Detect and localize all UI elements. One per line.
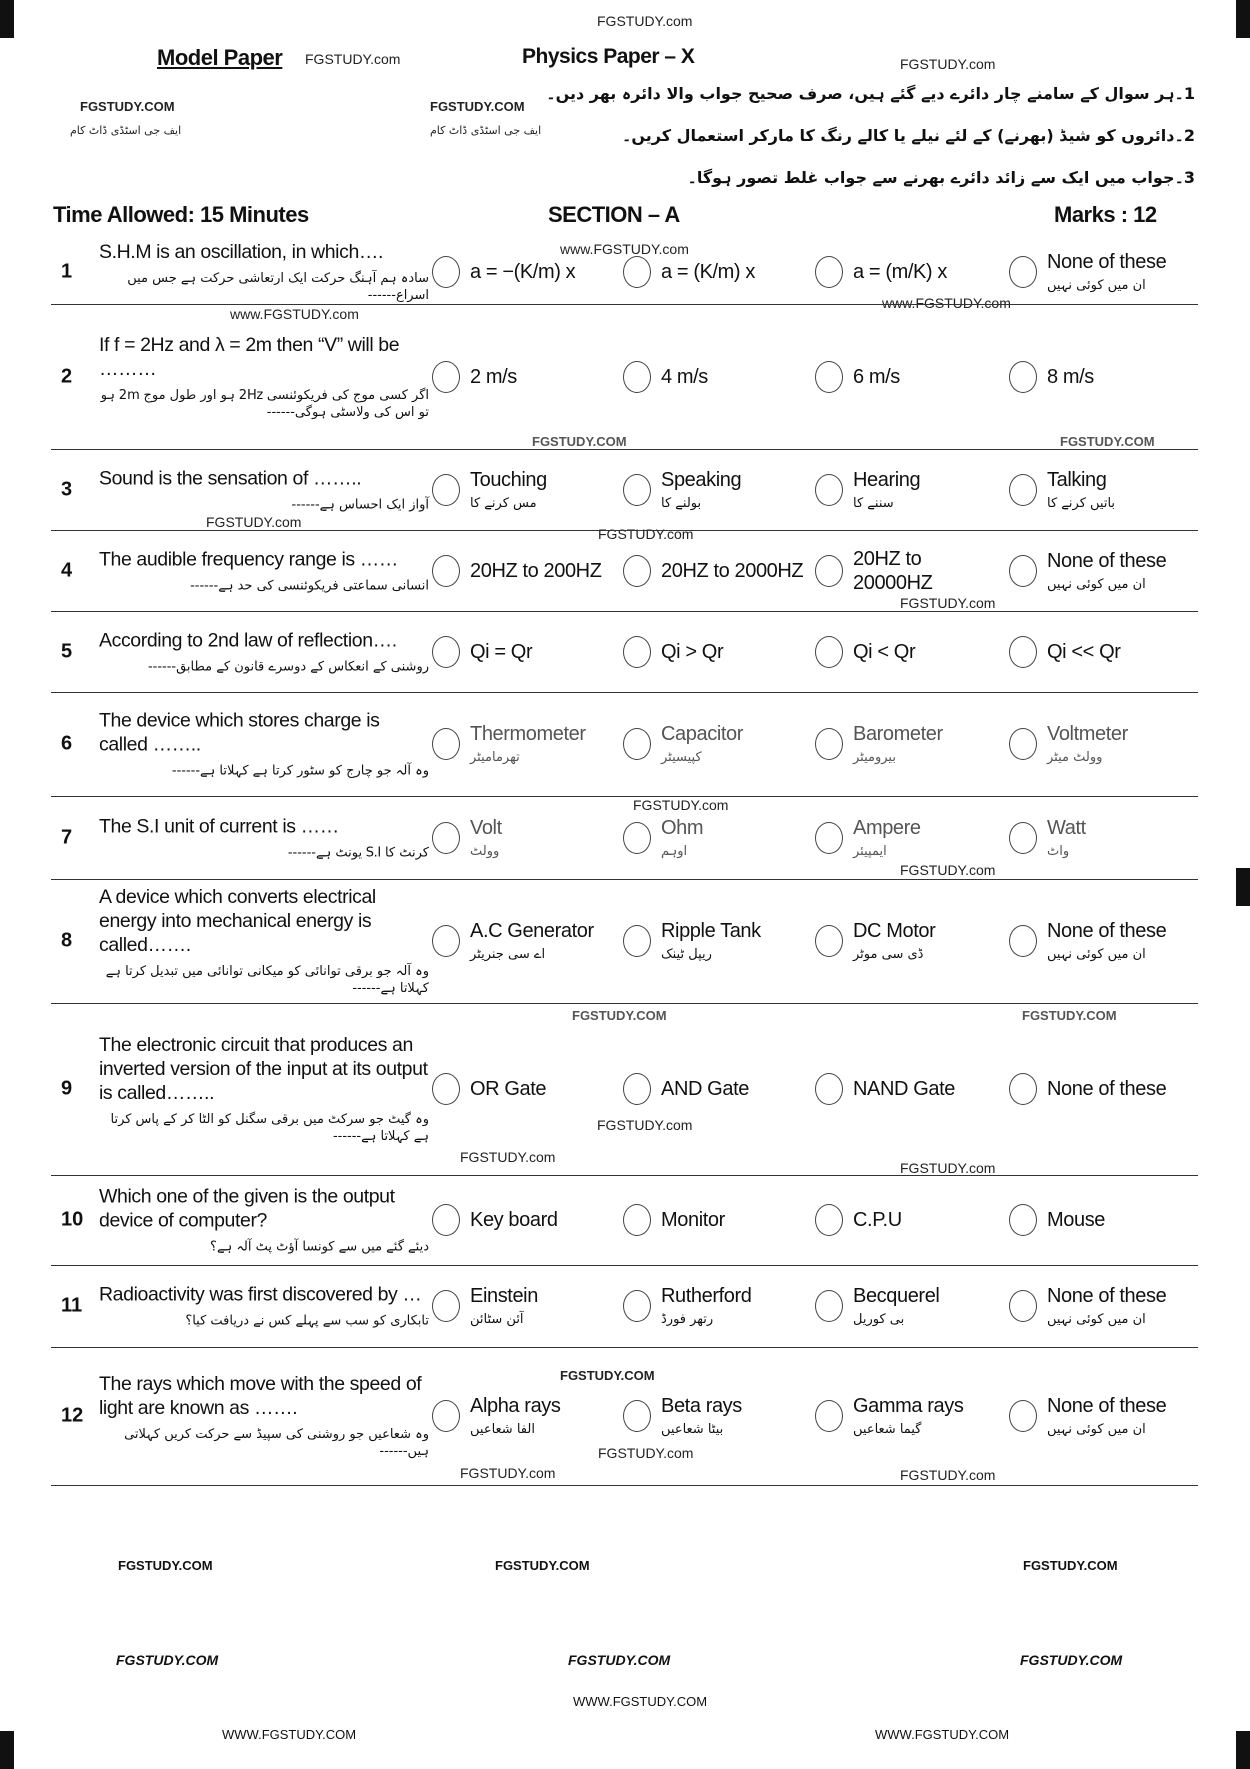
footer-watermark: FGSTUDY.COM — [495, 1558, 590, 1573]
answer-bubble[interactable] — [815, 1204, 843, 1236]
answer-bubble[interactable] — [623, 256, 651, 288]
question-row — [51, 1003, 1198, 1176]
answer-option[interactable] — [1009, 816, 1194, 860]
question-text-block — [99, 1185, 429, 1256]
option-text: Ampere — [853, 816, 921, 839]
question-urdu: سادہ ہم آہنگ حرکت ایک ارتعاشی حرکت ہے جس میں اسراع------ — [127, 271, 429, 303]
option-text: 20HZ to 200HZ — [470, 559, 602, 582]
option-urdu: اوہم — [661, 843, 688, 859]
answer-bubble[interactable] — [1009, 728, 1037, 760]
option-text: C.P.U — [853, 1209, 902, 1231]
option-text: Einstein — [470, 1285, 538, 1307]
option-urdu: رتھر فورڈ — [661, 1312, 714, 1327]
option-text: None of these — [1047, 549, 1167, 572]
option-urdu: ان میں کوئی نہیں — [1047, 947, 1146, 962]
question-number: 8 — [61, 929, 73, 952]
registration-mark — [0, 0, 14, 38]
watermark: www.FGSTUDY.com — [882, 295, 1011, 311]
option-text: 20HZ to 2000HZ — [661, 559, 804, 582]
option-text: Gamma rays — [853, 1395, 964, 1417]
answer-option[interactable] — [432, 468, 617, 512]
footer-watermark: FGSTUDY.COM — [118, 1558, 213, 1573]
question-text-block — [99, 709, 429, 780]
footer-watermark: FGSTUDY.COM — [568, 1652, 671, 1668]
option-text: 20HZ to 20000HZ — [853, 547, 933, 594]
answer-option[interactable] — [432, 361, 617, 393]
watermark: FGSTUDY.com — [598, 1445, 694, 1461]
option-urdu: بیٹا شعاعیں — [661, 1422, 724, 1437]
answer-bubble[interactable] — [1009, 1290, 1037, 1322]
time-allowed: Time Allowed: 15 Minutes — [53, 202, 309, 227]
watermark: FGSTUDY.com — [460, 1465, 556, 1481]
question-text: The S.I unit of current is …… — [99, 815, 339, 837]
answer-bubble[interactable] — [1009, 636, 1037, 668]
question-text: Radioactivity was first discovered by … — [99, 1283, 422, 1306]
option-text: 8 m/s — [1047, 365, 1094, 388]
answer-option[interactable] — [432, 722, 617, 766]
answer-option[interactable] — [623, 468, 808, 512]
watermark: FGSTUDY.com — [900, 56, 996, 72]
question-number: 4 — [61, 559, 73, 581]
option-text: AND Gate — [661, 1078, 749, 1100]
question-urdu: وہ آلہ جو چارج کو سٹور کرتا ہے کہلاتا ہے------ — [171, 763, 429, 779]
option-text: Ripple Tank — [661, 920, 761, 942]
footer-watermark: WWW.FGSTUDY.COM — [222, 1727, 357, 1742]
answer-bubble[interactable] — [623, 636, 651, 668]
registration-mark — [1236, 0, 1250, 38]
question-row — [51, 879, 1198, 1004]
answer-bubble[interactable] — [432, 555, 460, 587]
question-row — [51, 449, 1198, 531]
answer-bubble[interactable] — [623, 361, 651, 393]
answer-option[interactable] — [623, 919, 808, 963]
answer-option[interactable] — [623, 1204, 808, 1236]
question-text: The device which stores charge is called …….. — [99, 709, 380, 756]
watermark: FGSTUDY.COM — [430, 99, 525, 114]
question-row — [51, 1265, 1198, 1348]
option-urdu: ان میں کوئی نہیں — [1047, 278, 1146, 293]
answer-bubble[interactable] — [815, 728, 843, 760]
question-urdu: کرنٹ کا S.I یونٹ ہے------ — [287, 845, 429, 860]
option-urdu: ان میں کوئی نہیں — [1047, 576, 1146, 592]
watermark: FGSTUDY.COM — [1022, 1008, 1117, 1023]
option-text: A.C Generator — [470, 920, 594, 942]
registration-mark — [1236, 1731, 1250, 1769]
question-number: 9 — [61, 1077, 73, 1100]
footer-watermark: FGSTUDY.COM — [1023, 1558, 1118, 1573]
question-text-block — [99, 333, 429, 421]
question-row — [51, 530, 1198, 612]
question-text-block — [99, 466, 429, 513]
option-urdu: ایمپیئر — [853, 843, 887, 859]
answer-bubble[interactable] — [432, 636, 460, 668]
option-text: Mouse — [1047, 1209, 1106, 1231]
answer-option[interactable] — [815, 1073, 1000, 1105]
question-number: 7 — [61, 826, 73, 848]
answer-option[interactable] — [432, 1073, 617, 1105]
answer-bubble[interactable] — [432, 1073, 460, 1105]
answer-option[interactable] — [815, 1204, 1000, 1236]
answer-bubble[interactable] — [432, 1204, 460, 1236]
answer-option[interactable] — [815, 722, 1000, 766]
answer-bubble[interactable] — [623, 822, 651, 854]
question-text: The audible frequency range is …… — [99, 548, 398, 570]
watermark: FGSTUDY.com — [633, 797, 729, 813]
option-text: Volt — [470, 816, 502, 839]
watermark: ایف جی اسٹڈی ڈاٹ کام — [430, 124, 542, 137]
answer-bubble[interactable] — [1009, 1400, 1037, 1432]
answer-option[interactable] — [623, 816, 808, 860]
option-text: Ohm — [661, 816, 704, 839]
option-urdu: اے سی جنریٹر — [470, 947, 546, 962]
option-text: Talking — [1047, 468, 1107, 491]
question-urdu: آواز ایک احساس ہے------ — [291, 497, 429, 512]
option-urdu: بی کوریل — [853, 1312, 905, 1327]
answer-bubble[interactable] — [815, 1073, 843, 1105]
answer-bubble[interactable] — [1009, 1073, 1037, 1105]
answer-option[interactable] — [623, 1394, 808, 1438]
answer-bubble[interactable] — [1009, 361, 1037, 393]
option-urdu: ان میں کوئی نہیں — [1047, 1312, 1146, 1327]
answer-option[interactable] — [815, 919, 1000, 963]
registration-mark — [1236, 868, 1250, 906]
question-text: According to 2nd law of reflection…. — [99, 629, 397, 651]
answer-option[interactable] — [432, 1204, 617, 1236]
question-row — [51, 240, 1198, 305]
answer-option[interactable] — [1009, 361, 1194, 393]
question-urdu: وہ گیٹ جو سرکٹ میں برقی سگنل کو الٹا کر کے پاس کرتا ہے کہلاتا ہے------ — [110, 1112, 429, 1144]
model-paper-heading: Model Paper — [157, 45, 283, 70]
answer-option[interactable] — [815, 547, 1000, 595]
page-title: Physics Paper – X — [522, 45, 695, 68]
option-text: a = −(K/m) x — [470, 261, 576, 283]
question-urdu: انسانی سماعتی فریکوئنسی کی حد ہے------ — [190, 578, 429, 593]
option-text: 2 m/s — [470, 365, 517, 388]
answer-bubble[interactable] — [815, 925, 843, 957]
watermark: FGSTUDY.com — [460, 1149, 556, 1165]
answer-bubble[interactable] — [432, 256, 460, 288]
option-text: Touching — [470, 468, 547, 491]
question-row — [51, 692, 1198, 797]
option-text: None of these — [1047, 251, 1167, 273]
answer-bubble[interactable] — [623, 1400, 651, 1432]
option-text: OR Gate — [470, 1078, 547, 1100]
answer-bubble[interactable] — [1009, 822, 1037, 854]
question-text-block — [99, 885, 429, 997]
option-urdu: باتیں کرنے کا — [1047, 495, 1116, 511]
answer-bubble[interactable] — [1009, 555, 1037, 587]
option-urdu: سننے کا — [853, 495, 894, 511]
answer-option[interactable] — [432, 1394, 617, 1438]
answer-bubble[interactable] — [815, 256, 843, 288]
answer-bubble[interactable] — [815, 1290, 843, 1322]
question-number: 2 — [61, 365, 73, 387]
option-text: Qi > Qr — [661, 640, 724, 663]
question-text: The electronic circuit that produces an inverted version of the input at its output is called…….. — [99, 1034, 428, 1104]
watermark: www.FGSTUDY.com — [560, 241, 689, 257]
option-text: Becquerel — [853, 1285, 940, 1307]
question-row — [51, 1175, 1198, 1266]
answer-bubble[interactable] — [432, 1290, 460, 1322]
question-text: A device which converts electrical energy into mechanical energy is called……. — [99, 886, 376, 956]
answer-bubble[interactable] — [815, 474, 843, 506]
watermark: FGSTUDY.COM — [572, 1008, 667, 1023]
answer-option[interactable] — [623, 361, 808, 393]
footer-watermark: FGSTUDY.COM — [116, 1652, 219, 1668]
question-text-block — [99, 547, 429, 594]
question-number: 5 — [61, 640, 73, 662]
watermark: FGSTUDY.com — [597, 1117, 693, 1133]
option-text: Beta rays — [661, 1395, 742, 1417]
option-text: a = (m/K) x — [853, 261, 947, 283]
option-text: Voltmeter — [1047, 723, 1128, 745]
instruction-2: 2۔دائروں کو شیڈ (بھرنے) کے لئے نیلے یا کالے رنگ کا مارکر استعمال کریں۔ — [621, 126, 1195, 145]
option-urdu: گیما شعاعیں — [853, 1422, 922, 1437]
marks: Marks : 12 — [1054, 202, 1157, 227]
answer-bubble[interactable] — [815, 822, 843, 854]
option-urdu: ان میں کوئی نہیں — [1047, 1422, 1146, 1437]
option-urdu: آئن سٹائن — [470, 1312, 524, 1327]
question-number: 12 — [61, 1404, 84, 1427]
answer-option[interactable] — [623, 256, 808, 288]
watermark: FGSTUDY.com — [598, 526, 694, 542]
question-text: If f = 2Hz and λ = 2m then “V” will be ……… — [99, 333, 400, 380]
option-text: None of these — [1047, 1285, 1167, 1307]
answer-bubble[interactable] — [623, 1290, 651, 1322]
answer-option[interactable] — [1009, 1394, 1194, 1438]
question-text-block — [99, 814, 429, 861]
answer-option[interactable] — [623, 1073, 808, 1105]
answer-option[interactable] — [1009, 722, 1194, 766]
option-text: Watt — [1047, 816, 1086, 839]
footer-watermark: FGSTUDY.COM — [1020, 1652, 1123, 1668]
option-urdu: ڈی سی موٹر — [853, 947, 924, 962]
answer-option[interactable] — [815, 468, 1000, 512]
option-urdu: بیرومیٹر — [853, 750, 896, 765]
question-text-block — [99, 1033, 429, 1145]
answer-option[interactable] — [623, 722, 808, 766]
watermark: FGSTUDY.com — [206, 514, 302, 530]
question-text: Which one of the given is the output device of computer? — [99, 1185, 395, 1232]
answer-bubble[interactable] — [1009, 474, 1037, 506]
answer-bubble[interactable] — [432, 1400, 460, 1432]
option-text: Qi < Qr — [853, 640, 916, 663]
watermark: FGSTUDY.COM — [80, 99, 175, 114]
option-text: a = (K/m) x — [661, 261, 755, 283]
question-text: The rays which move with the speed of light are known as ……. — [99, 1373, 422, 1419]
option-text: Hearing — [853, 468, 921, 491]
option-text: Qi << Qr — [1047, 640, 1121, 663]
option-text: Barometer — [853, 723, 943, 745]
answer-option[interactable] — [815, 1284, 1000, 1328]
option-urdu: تھرمامیٹر — [470, 750, 520, 765]
instruction-1: 1۔ہر سوال کے سامنے چار دائرے دیے گئے ہیں، صرف صحیح جواب والا دائرہ بھر دیں۔ — [546, 84, 1195, 103]
option-text: Key board — [470, 1209, 558, 1231]
question-row — [51, 611, 1198, 693]
option-text: None of these — [1047, 1078, 1167, 1100]
option-text: DC Motor — [853, 920, 936, 942]
option-text: Monitor — [661, 1209, 725, 1231]
question-text-block — [99, 1372, 429, 1460]
answer-bubble[interactable] — [623, 1204, 651, 1236]
question-number: 11 — [61, 1294, 83, 1317]
answer-option[interactable] — [815, 256, 1000, 288]
option-text: Thermometer — [470, 723, 586, 745]
option-urdu: بولنے کا — [661, 495, 702, 511]
answer-option[interactable] — [623, 555, 808, 587]
option-text: 4 m/s — [661, 365, 708, 388]
answer-option[interactable] — [815, 1394, 1000, 1438]
question-number: 3 — [61, 478, 73, 500]
option-urdu: کپیسیٹر — [661, 750, 702, 765]
option-text: Qi = Qr — [470, 640, 533, 663]
answer-option[interactable] — [432, 636, 617, 668]
watermark: FGSTUDY.com — [900, 1467, 996, 1483]
answer-bubble[interactable] — [623, 1073, 651, 1105]
answer-option[interactable] — [1009, 250, 1194, 294]
question-urdu: وہ آلہ جو برقی توانائی کو میکانی توانائی میں تبدیل کرتا ہے کہلاتا ہے------ — [105, 964, 429, 996]
question-urdu: وہ شعاعیں جو روشنی کی سپیڈ سے حرکت کریں کہلاتی ہیں------ — [124, 1427, 429, 1459]
answer-option[interactable] — [1009, 1204, 1194, 1236]
watermark: www.FGSTUDY.com — [230, 306, 359, 322]
question-text-block — [99, 628, 429, 675]
question-urdu: روشنی کے انعکاس کے دوسرے قانون کے مطابق------ — [147, 659, 429, 674]
watermark: FGSTUDY.COM — [1060, 434, 1155, 449]
option-urdu: واٹ — [1047, 843, 1070, 859]
answer-option[interactable] — [623, 1284, 808, 1328]
answer-bubble[interactable] — [1009, 925, 1037, 957]
answer-bubble[interactable] — [623, 474, 651, 506]
question-urdu: دیئے گئے میں سے کونسا آؤٹ پٹ آلہ ہے؟ — [210, 1239, 429, 1255]
question-number: 10 — [61, 1208, 84, 1231]
option-text: Alpha rays — [470, 1395, 561, 1417]
answer-bubble[interactable] — [815, 1400, 843, 1432]
option-urdu: وولٹ میٹر — [1047, 750, 1103, 765]
answer-option[interactable] — [1009, 468, 1194, 512]
answer-option[interactable] — [1009, 636, 1194, 668]
answer-option[interactable] — [1009, 1073, 1194, 1105]
answer-option[interactable] — [432, 555, 617, 587]
watermark: FGSTUDY.com — [900, 1160, 996, 1176]
option-text: None of these — [1047, 920, 1167, 942]
option-text: Rutherford — [661, 1285, 752, 1307]
answer-option[interactable] — [815, 361, 1000, 393]
answer-bubble[interactable] — [432, 728, 460, 760]
option-text: NAND Gate — [853, 1078, 955, 1100]
question-row — [51, 304, 1198, 450]
answer-option[interactable] — [432, 256, 617, 288]
answer-option[interactable] — [1009, 549, 1194, 593]
option-urdu: الفا شعاعیں — [470, 1422, 535, 1437]
answer-option[interactable] — [1009, 1284, 1194, 1328]
section-heading: SECTION – A — [548, 202, 680, 227]
instruction-3: 3۔جواب میں ایک سے زائد دائرے بھرنے سے جواب غلط تصور ہوگا۔ — [687, 168, 1195, 187]
question-text: S.H.M is an oscillation, in which…. — [99, 241, 384, 263]
answer-bubble[interactable] — [1009, 256, 1037, 288]
option-text: Speaking — [661, 468, 742, 491]
watermark: FGSTUDY.com — [900, 862, 996, 878]
answer-bubble[interactable] — [815, 361, 843, 393]
watermark: FGSTUDY.com — [900, 595, 996, 611]
answer-option[interactable] — [432, 919, 617, 963]
answer-bubble[interactable] — [623, 555, 651, 587]
question-text-block — [99, 240, 429, 304]
answer-bubble[interactable] — [432, 925, 460, 957]
question-row — [51, 796, 1198, 880]
option-text: None of these — [1047, 1395, 1167, 1417]
answer-option[interactable] — [432, 816, 617, 860]
answer-bubble[interactable] — [623, 925, 651, 957]
question-text-block — [99, 1283, 429, 1330]
question-number: 6 — [61, 732, 73, 755]
watermark: FGSTUDY.com — [305, 51, 401, 67]
option-text: Capacitor — [661, 723, 743, 745]
answer-bubble[interactable] — [1009, 1204, 1037, 1236]
watermark: ایف جی اسٹڈی ڈاٹ کام — [70, 124, 182, 137]
answer-bubble[interactable] — [432, 361, 460, 393]
answer-option[interactable] — [623, 636, 808, 668]
answer-option[interactable] — [815, 636, 1000, 668]
answer-bubble[interactable] — [623, 728, 651, 760]
answer-bubble[interactable] — [815, 555, 843, 587]
question-row — [51, 1347, 1198, 1486]
option-urdu: مس کرنے کا — [470, 495, 537, 511]
registration-mark — [0, 1731, 14, 1769]
question-urdu: تابکاری کو سب سے پہلے کس نے دریافت کیا؟ — [185, 1313, 429, 1329]
option-urdu: ریپل ٹینک — [661, 947, 712, 962]
watermark: FGSTUDY.com — [597, 13, 693, 29]
answer-option[interactable] — [1009, 919, 1194, 963]
watermark: FGSTUDY.COM — [560, 1368, 655, 1383]
answer-option[interactable] — [432, 1284, 617, 1328]
answer-bubble[interactable] — [432, 474, 460, 506]
answer-bubble[interactable] — [432, 822, 460, 854]
answer-bubble[interactable] — [815, 636, 843, 668]
footer-watermark: WWW.FGSTUDY.COM — [875, 1727, 1010, 1742]
option-text: 6 m/s — [853, 365, 900, 388]
watermark: FGSTUDY.COM — [532, 434, 627, 449]
question-text: Sound is the sensation of …….. — [99, 467, 362, 489]
question-number: 1 — [61, 260, 73, 283]
answer-option[interactable] — [815, 816, 1000, 860]
question-urdu: اگر کسی موج کی فریکوئنسی 2Hz ہو اور طول موج 2m ہو تو اس کی ولاسٹی ہوگی------ — [100, 387, 429, 420]
footer-watermark: WWW.FGSTUDY.COM — [573, 1694, 708, 1709]
option-urdu: وولٹ — [470, 843, 500, 859]
